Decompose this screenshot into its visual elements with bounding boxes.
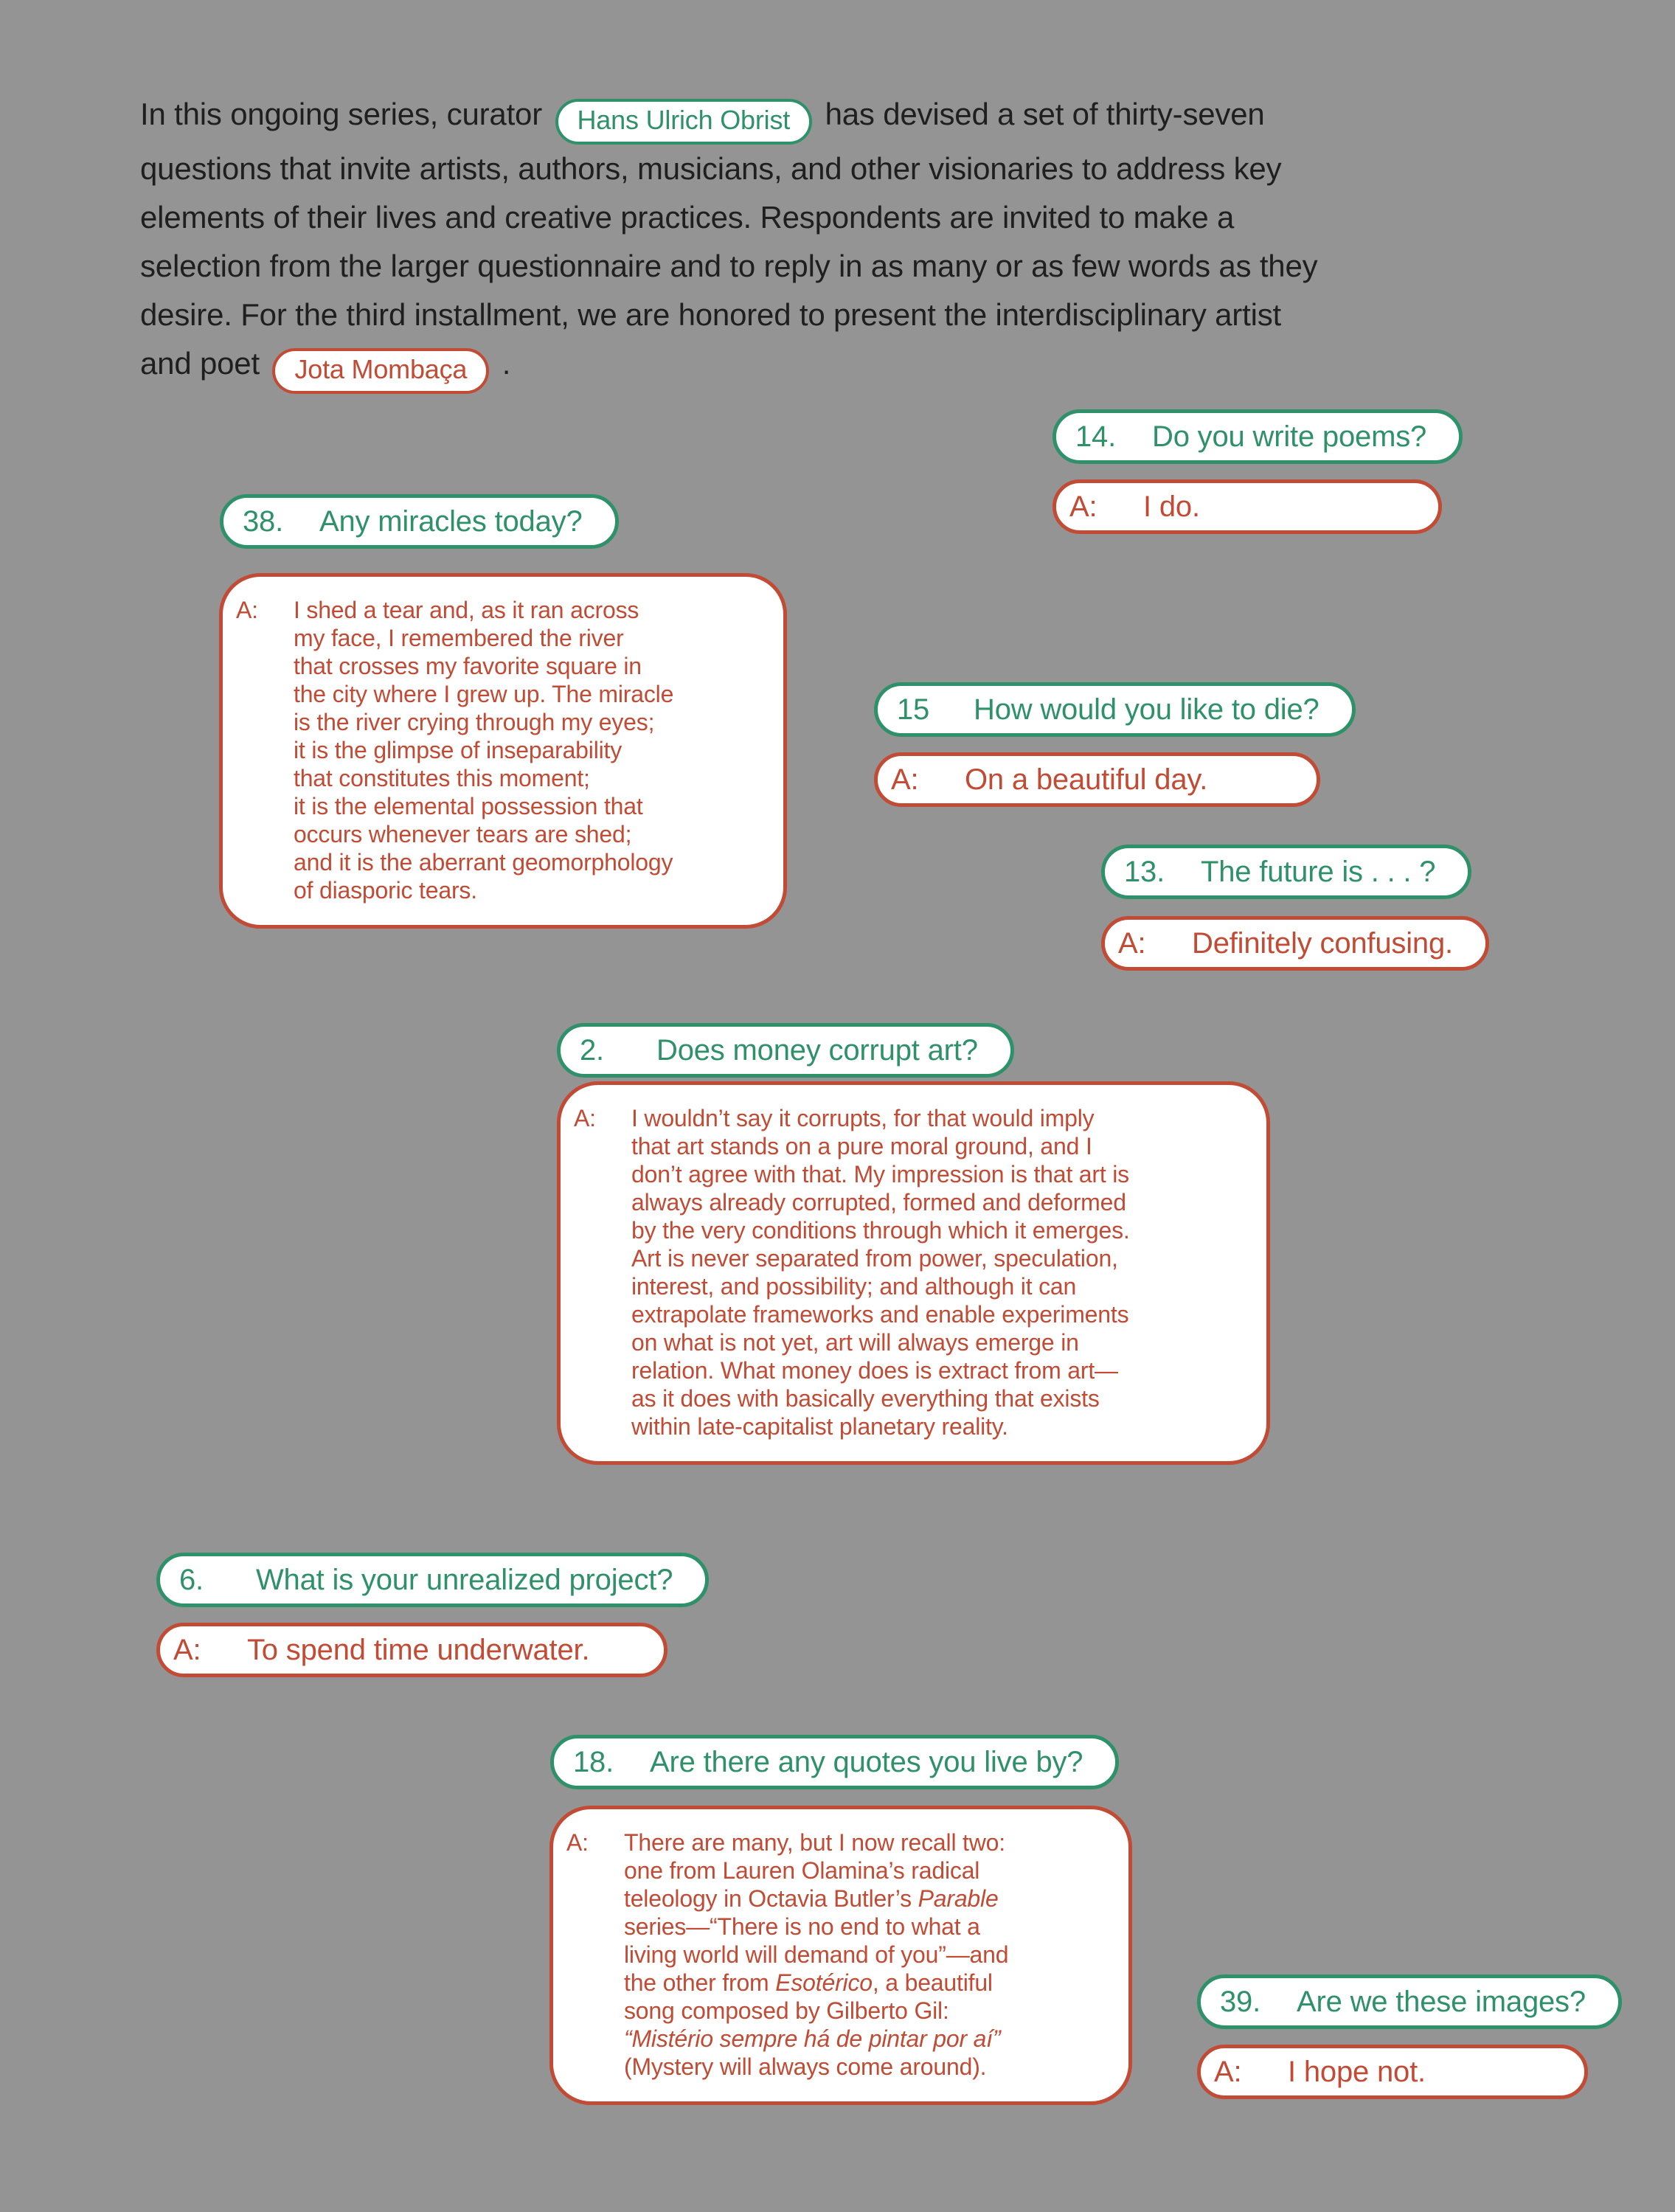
- answer-label: A:: [574, 1105, 596, 1131]
- intro-paragraph: [140, 90, 1645, 394]
- intro-text: elements of their lives and creative practices. Respondents are invited to make a: [140, 200, 1235, 235]
- answer-pill-6: [156, 1623, 667, 1677]
- curator-name-tag: Hans Ulrich Obrist: [555, 99, 813, 145]
- intro-line: [140, 193, 1645, 242]
- answer-box-38: [219, 573, 787, 929]
- question-pill-2: [557, 1023, 1014, 1078]
- question-pill-15: [874, 682, 1356, 737]
- answer-label: A:: [566, 1829, 589, 1856]
- question-text: Are there any quotes you live by?: [650, 1746, 1083, 1778]
- answer-label: A:: [1069, 490, 1097, 523]
- question-pill-14: [1052, 409, 1463, 464]
- question-pill-6: [156, 1553, 709, 1607]
- answer-text: I shed a tear and, as it ran across my face, I remembered the river that crosses my favorite square in the city where I grew up. The miracle is the river crying through my eyes; it is the glimpse of inseparability that constitutes this moment; it is the elemental possession that occurs whenever tears are shed; and it is the aberrant geomorphology of diasporic tears.: [294, 597, 674, 904]
- answer-text: I hope not.: [1288, 2056, 1426, 2088]
- question-text: Does money corrupt art?: [656, 1034, 978, 1067]
- question-number: 15: [897, 693, 930, 726]
- question-number: 2.: [580, 1034, 604, 1067]
- intro-text: questions that invite artists, authors, musicians, and other visionaries to address key: [140, 151, 1282, 186]
- answer-label: A:: [236, 597, 258, 623]
- question-text: How would you like to die?: [974, 693, 1319, 726]
- question-text: What is your unrealized project?: [256, 1564, 673, 1596]
- answer-label: A:: [1214, 2056, 1242, 2088]
- question-pill-38: [220, 494, 619, 549]
- question-number: 39.: [1220, 1986, 1261, 2018]
- question-pill-18: [550, 1735, 1119, 1789]
- question-text: Are we these images?: [1297, 1986, 1586, 2018]
- intro-line: [140, 291, 1645, 339]
- intro-line: [140, 145, 1645, 193]
- intro-text: has devised a set of thirty-seven: [816, 97, 1265, 131]
- artist-name-tag: Jota Mombaça: [272, 348, 489, 394]
- intro-text: .: [493, 346, 511, 381]
- question-number: 6.: [179, 1564, 204, 1596]
- answer-text: On a beautiful day.: [965, 763, 1208, 796]
- question-text: Do you write poems?: [1152, 420, 1427, 453]
- intro-line: [140, 339, 1645, 394]
- question-number: 18.: [573, 1746, 614, 1778]
- answer-text: I wouldn’t say it corrupts, for that would imply that art stands on a pure moral ground, and I don’t agree with that. My impression is that art is always already corrupted, formed and deformed by the very conditions through which it emerges. Art is never separated from power, speculation, interest, and possibility; and although it can extrapolate frameworks and enable experiments on what is not yet, art will always emerge in relation. What money does is extract from art— as it does with basically everything that exists within late-capitalist planetary reality.: [631, 1105, 1130, 1440]
- answer-pill-13: [1101, 916, 1489, 971]
- answer-text: I do.: [1143, 490, 1200, 523]
- answer-text: To spend time underwater.: [247, 1634, 590, 1666]
- answer-text: There are many, but I now recall two: one from Lauren Olamina’s radical teleology in Octavia Butler’s Parable series—“There is no end to what a living world will demand of you”—and the other from Esotérico, a beautiful song composed by Gilberto Gil: “Mistério sempre há de pintar por aí” (Mystery will always come around).: [624, 1829, 1009, 2080]
- question-pill-13: [1101, 845, 1471, 899]
- question-text: The future is . . . ?: [1201, 856, 1436, 888]
- intro-text: In this ongoing series, curator: [140, 97, 551, 131]
- intro-text: and poet: [140, 346, 268, 381]
- question-number: 14.: [1075, 420, 1117, 453]
- answer-text: Definitely confusing.: [1192, 927, 1453, 960]
- answer-label: A:: [1118, 927, 1146, 960]
- question-number: 38.: [243, 505, 284, 538]
- answer-pill-39: [1197, 2045, 1588, 2099]
- question-pill-39: [1197, 1974, 1622, 2029]
- answer-box-2: [557, 1081, 1270, 1465]
- answer-label: A:: [891, 763, 919, 796]
- answer-pill-15: [874, 752, 1320, 807]
- answer-box-18: [549, 1806, 1132, 2105]
- answer-label: A:: [173, 1634, 201, 1666]
- question-text: Any miracles today?: [319, 505, 583, 538]
- intro-line: [140, 90, 1645, 145]
- question-number: 13.: [1124, 856, 1165, 888]
- intro-text: desire. For the third installment, we are honored to present the interdisciplinary artist: [140, 297, 1282, 332]
- answer-pill-14: [1052, 479, 1442, 534]
- intro-text: selection from the larger questionnaire and to reply in as many or as few words as they: [140, 249, 1318, 283]
- intro-line: [140, 242, 1645, 291]
